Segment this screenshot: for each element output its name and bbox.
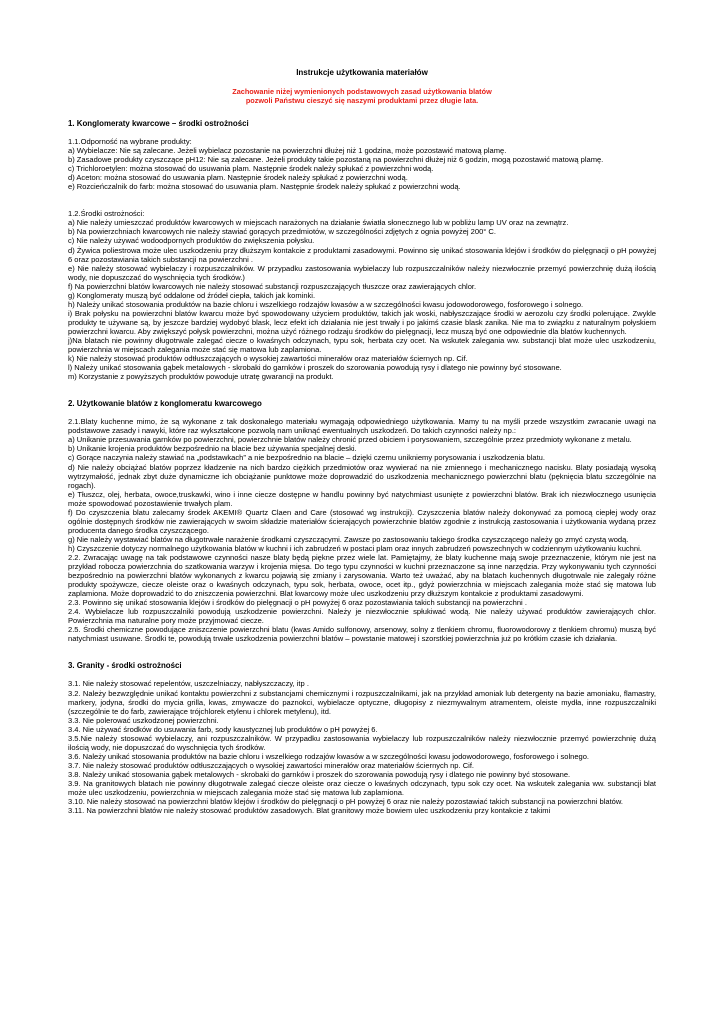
paragraph: c) Trichloroetylen: można stosować do usuwania plam. Następnie środek należy spłukać z powierzchni wodą.	[68, 164, 434, 174]
paragraph: d) Żywica poliestrowa może ulec uszkodzeniu przy dłuższym kontakcie z produktami zasadowymi. Powinno się unikać stosowania klejów i środków do pielęgnacji o pH powyżej 6 oraz pozostawiania takich substancji na powierzchni .	[68, 245, 656, 264]
paragraph: 3.3. Nie polerować uszkodzonej powierzchni.	[68, 715, 219, 725]
paragraph: 1.1.Odporność na wybrane produkty:	[68, 137, 192, 147]
paragraph: 3.2. Należy bezwzględnie unikać kontaktu powierzchni z substancjami chemicznymi i rozpuszczalnikami, jak na przykład amoniak lub detergenty na bazie amoniaku, flamastry, markery, jodyna, środki do mycia grilla, kwas, zmywacze do paznokci, wybielacze optyczne, długopisy z niezmywalnym atramentem, oleiste mydła, inne rozpuszczalniki (szczególnie te do farb, zawierające trójchlorek etylenu i chlorek metylenu), itd.	[68, 688, 656, 716]
paragraph: 3.1. Nie należy stosować repelentów, uszczelniaczy, nabłyszczaczy, itp .	[68, 679, 309, 689]
paragraph: 2.1.Blaty kuchenne mimo, że są wykonane z tak doskonałego materiału wymagają odpowiedniego użytkowania. Mamy tu na myśli przede wszystkim zwracanie uwagi na podstawowe zasady i nawyki, które raz wykształcone pozwolą nam uniknąć ewentualnych uszkodzeń. Do takich czynności należy np.:	[68, 417, 656, 436]
paragraph: 2.5. Środki chemiczne powodujące zniszczenie powierzchni blatu (kwas Amido sulfonowy, arsenowy, solny z tlenkiem chromu, fluorowodorowy z tlenkiem chromu) muszą być natychmiast usuwane. Środki te, powodują trwałe uszkodzenia powierzchni blatów – powstanie matowej i szorstkiej powierzchnia już po krótkim czasie ich działania.	[68, 625, 656, 644]
paragraph: 3.8. Należy unikać stosowania gąbek metalowych - skrobaki do garnków i proszek do szorowania powodują rysy i dlatego nie powinny być stosowane.	[68, 769, 571, 779]
document-body	[68, 119, 656, 815]
paragraph: d) Aceton: można stosować do usuwania plam. Następnie środek należy spłukać z powierzchni wodą.	[68, 173, 408, 183]
subtitle-line: Zachowanie niżej wymienionych podstawowych zasad użytkowania blatów	[232, 87, 492, 96]
paragraph: e) Rozcieńczalnik do farb: można stosować do usuwania plam. Następnie środek należy spłukać z powierzchni wodą.	[68, 182, 461, 192]
paragraph: a) Unikanie przesuwania garnków po powierzchni, powierzchnie blatów należy chronić przed obiciem i porysowaniem, szczególnie przez przedmioty wykonane z metalu.	[68, 435, 632, 445]
paragraph: f) Do czyszczenia blatu zalecamy środek AKEMI® Quartz Claen and Care (stosować wg instrukcji). Czyszczenia blatów należy dokonywać za pomocą ciepłej wody oraz ogólnie dostępnych środków nie zawierających w swoim składzie materiałów ścierających powierzchnie blatów zgodnie z instrukcją zastosowania i użytkowania wydaną przez producenta danego środka czyszczącego.	[68, 507, 656, 535]
paragraph: c) Nie należy używać wodoodpornych produktów do zwiększenia połysku.	[68, 236, 315, 246]
paragraph: 3.6. Należy unikać stosowania produktów na bazie chloru i wszelkiego rodzajów kwasów a w szczególności kwasu jodowodorowego, fosforowego i solnego.	[68, 751, 590, 761]
paragraph: e) Tłuszcz, olej, herbata, owoce,truskawki, wino i inne ciecze dostępne w handlu powinny być natychmiast usunięte z powierzchni blatów. Brak ich niezwłocznego usunięcia może spowodować pozostawienie trwałych plam.	[68, 489, 656, 508]
paragraph: 2.2. Zwracając uwagę na tak podstawowe czynności nasze blaty będą piękne przez wiele lat. Pamiętajmy, że blaty kuchenne mają swoje przeznaczenie, którym nie jest na przykład robocza powierzchnia do szatkowania warzyw i krojenia mięsa. Do tego typu czynności w kuchni przeznaczone są inne narzędzia. Przy wykonywaniu tych czynności bezpośrednio na powierzchni blatów wykonanych z kwarcu pojawią się zmiany i zarysowania. Warto też uważać, aby na blatach kuchennych długotrwale nie zalegały różne produkty spożywcze, ciecze oleiste oraz o kwaśnych odczynach, typu sok, herbata, owoce, ocet itp., gdyż powierzchnia w miejscach zalegania może stać się matowa lub zaplamiona. Może doprowadzić to do zniszczenia powierzchni. Blat kwarcowy może ulec uszkodzeniu przy dłuższym kontakcie z produktami zasadowymi.	[68, 552, 656, 599]
paragraph: g) Nie należy wystawiać blatów na długotrwałe narażenie środkami czyszczącymi. Zawsze po zastosowaniu takiego środka czyszczącego należy go zmyć czystą wodą.	[68, 534, 629, 544]
paragraph: 3.7. Nie należy stosować produktów odtłuszczających o wysokiej zawartości minerałów oraz materiałów ściernych np. Cif.	[68, 760, 475, 770]
paragraph: 2.3. Powinno się unikać stosowania klejów i środków do pielęgnacji o pH powyżej 6 oraz pozostawiania takich substancji na powierzchni .	[68, 598, 527, 608]
paragraph: d) Nie należy obciążać blatów poprzez kładzenie na nich bardzo ciężkich przedmiotów oraz wywierać na nie zmiennego i mechanicznego nacisku. Blaty posiadają wysoką wytrzymałość, jednak zbyt duże dynamiczne ich obciążanie punktowe może doprowadzić do uszkodzenia mechanicznego powierzchni blatu (pęknięcia blatu szczególnie na rogach).	[68, 462, 656, 490]
paragraph: k) Nie należy stosować produktów odtłuszczających o wysokiej zawartości minerałów oraz materiałów ściernych np. Cif.	[68, 354, 468, 364]
paragraph: 2.4. Wybielacze lub rozpuszczalniki powodują uszkodzenie powierzchni. Należy je niezwłocznie spłukiwać wodą. Nie należy używać produktów zawierających chlor. Powierzchnia ma naturalne pory może przyjmować ciecze.	[68, 607, 656, 626]
section-heading: 2. Użytkowanie blatów z konglomeratu kwarcowego	[68, 399, 262, 409]
paragraph: 3.9. Na granitowych blatach nie powinny długotrwale zalegać ciecze oleiste oraz ciecze o kwaśnych odczynach, typu sok czy ocet. Na wskutek zalegania ww. substancji blat może ulec uszkodzeniu, powierzchnia w miejscach zalegania może stać się matowa lub zaplamiona.	[68, 779, 656, 798]
paragraph: i) Brak połysku na powierzchni blatów kwarcu może być spowodowany użyciem produktów, takich jak woski, nabłyszczające środki w aerozolu czy środki polerujące. Zwykle produkty te używane są, by jeszcze bardziej wydobyć blask, lecz efekt ich działania nie jest trwały i po jakimś czasie blask zanika. Nie ma to związku z naturalnym połyskiem powierzchni kwarcu. Aby zwiększyć połysk powierzchni, można użyć różnego rodzaju środków do pielęgnacji, lecz muszą być one odpowiednie dla blatów kuchennych.	[68, 308, 656, 336]
paragraph: g) Konglomeraty muszą być oddalone od źródeł ciepła, takich jak kominki.	[68, 290, 316, 300]
paragraph: m) Korzystanie z powyższych produktów powoduje utratę gwarancji na produkt.	[68, 372, 334, 382]
paragraph: e) Nie należy stosować wybielaczy i rozpuszczalników. W przypadku zastosowania wybielaczy lub rozpuszczalników należy niezwłocznie przemyć powierzchnię dużą ilością wody, nie dopuszczać do wyschnięcia tych środków.)	[68, 263, 656, 282]
document-title: Instrukcje użytkowania materiałów	[296, 68, 428, 77]
paragraph: f) Na powierzchni blatów kwarcowych nie należy stosować substancji rozpuszczających tłuszcze oraz zawierających chlor.	[68, 281, 477, 291]
paragraph: h) Należy unikać stosowania produktów na bazie chloru i wszelkiego rodzajów kwasów a w szczególności kwasu jodowodorowego, fosforowego i solnego.	[68, 299, 584, 309]
paragraph: b) Unikanie krojenia produktów bezpośrednio na blacie bez używania specjalnej deski.	[68, 444, 357, 454]
document-subtitle	[68, 87, 656, 105]
paragraph: l) Należy unikać stosowania gąbek metalowych - skrobaki do garnków i proszek do szorowania powodują rysy i dlatego nie powinny być stosowane.	[68, 363, 562, 373]
section-heading: 3. Granity - środki ostrożności	[68, 661, 182, 671]
paragraph: b) Zasadowe produkty czyszczące pH12: Nie są zalecane. Jeżeli produkty takie pozostaną na powierzchni dłużej niż 6 godzin, mogą pozostawić matową plamę.	[68, 155, 604, 165]
paragraph: b) Na powierzchniach kwarcowych nie należy stawiać gorących przedmiotów, w szczególności zdjętych z ognia powyżej 200° C.	[68, 227, 496, 237]
paragraph: 3.5.Nie należy stosować wybielaczy, ani rozpuszczalników. W przypadku zastosowania wybielaczy lub rozpuszczalników należy niezwłocznie przemyć powierzchnię dużą ilością wody, nie dopuszczać do wyschnięcia tych środków.	[68, 733, 656, 752]
paragraph: h) Czyszczenie dotyczy normalnego użytkowania blatów w kuchni i ich zabrudzeń w postaci plam oraz innych zabrudzeń powszechnych w codziennym użytkowaniu kuchni.	[68, 543, 642, 553]
paragraph: 3.4. Nie używać środków do usuwania farb, sody kaustycznej lub produktów o pH powyżej 6.	[68, 724, 378, 734]
paragraph: j)Na blatach nie powinny długotrwale zalegać ciecze o kwaśnych odczynach, typu sok, herbata czy ocet. Na wskutek zalegania ww. substancji blat może ulec uszkodzeniu, powierzchnia w miejscach zalegania może stać się matowa lub zaplamiona.	[68, 335, 656, 355]
paragraph: 3.10. Nie należy stosować na powierzchni blatów klejów i środków do pielęgnacji o pH powyżej 6 oraz nie należy pozostawiać takich substancji na powierzchni blatów.	[68, 797, 623, 807]
subtitle-line: pozwoli Państwu cieszyć się naszymi produktami przez długie lata.	[245, 96, 479, 105]
paragraph: a) Wybielacze: Nie są zalecane. Jeżeli wybielacz pozostanie na powierzchni dłużej niż 1 godzina, może pozostawić matową plamę.	[68, 146, 507, 156]
paragraph: a) Nie należy umieszczać produktów kwarcowych w miejscach narażonych na działanie światła słonecznego lub w pobliżu lamp UV oraz na zewnątrz.	[68, 218, 569, 228]
paragraph: c) Gorące naczynia należy stawiać na „podstawkach” a nie bezpośrednio na blacie – dzięki czemu unikniemy porysowania i uszkodzenia blatu.	[68, 453, 545, 463]
section-heading: 1. Konglomeraty kwarcowe – środki ostrożności	[68, 119, 249, 128]
paragraph: 1.2.Środki ostrożności:	[68, 209, 145, 219]
paragraph: 3.11. Na powierzchni blatów nie należy stosować produktów zasadowych. Blat granitowy może bowiem ulec uszkodzeniu przy kontakcie z takimi	[68, 806, 551, 816]
